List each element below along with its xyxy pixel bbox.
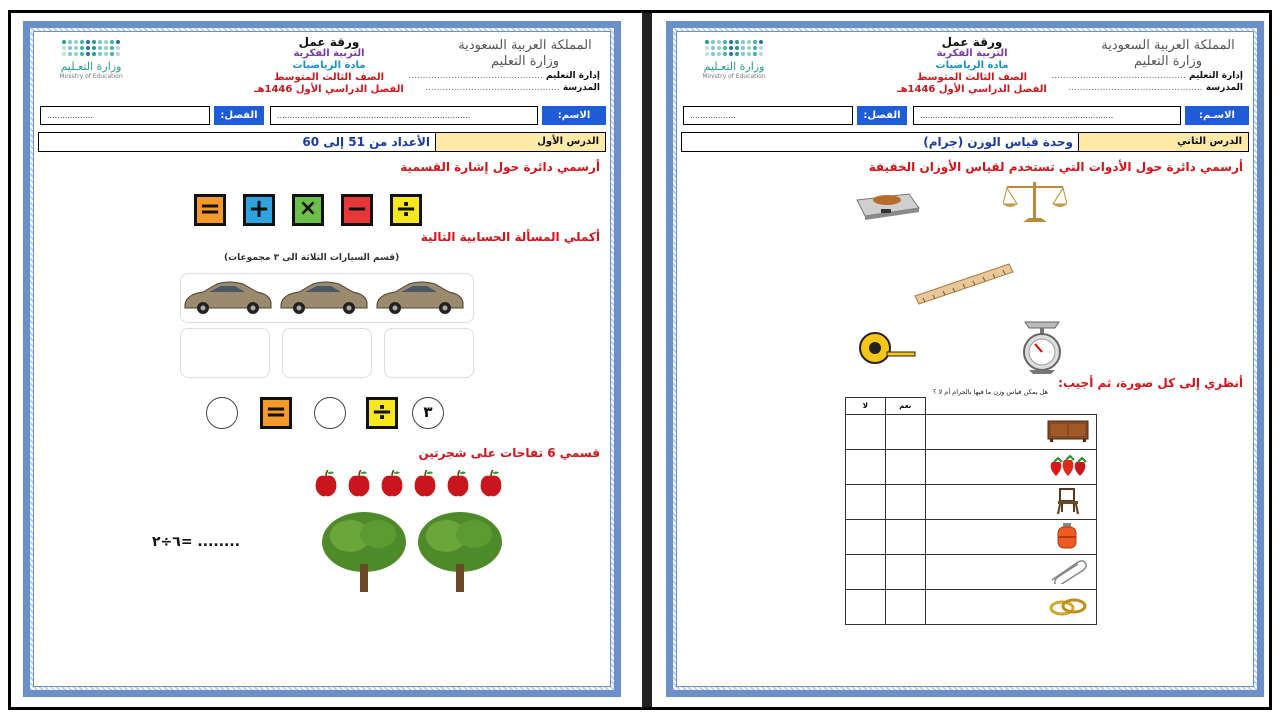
kingdom-logo-text: المملكة العربية السعودية وزارة التعليم [458,38,592,69]
class-field[interactable]: .................. [683,106,853,125]
rings-icon [1046,594,1090,618]
logo-dot [735,40,739,44]
table-row [846,520,1097,555]
logo-dot [753,40,757,44]
logo-dot [729,40,733,44]
answer-box-3[interactable] [180,328,270,378]
divide-icon: ÷ [371,397,393,427]
admin-fields: إدارة التعليم ............................................... المدرسة ............................................... [1051,71,1243,93]
logo-dot [62,46,66,50]
logo-dot [747,46,751,50]
tree-icon [322,512,406,592]
table-row [846,485,1097,520]
chair-icon [1046,487,1090,515]
page-divider [642,13,652,707]
class-label: الفصل: [214,106,264,125]
sheet-header [34,34,610,104]
logo-dot [92,40,96,44]
equals-icon: = [199,194,221,224]
logo-dot [753,52,757,56]
logo-dot [86,52,90,56]
school-label: المدرسة [562,83,600,93]
logo-dot [104,52,108,56]
equation-blank-2[interactable] [206,397,238,429]
logo-dot [705,46,709,50]
gas-cylinder-icon [1046,522,1090,550]
logo-dot [110,46,114,50]
logo-dot [110,40,114,44]
tape-measure-icon[interactable] [857,330,919,366]
question-2-title: أكملي المسألة الحسابية التالية [420,230,600,244]
admin-fields: إدارة التعليم ............................................... المدرسة ............................................... [408,71,600,93]
logo-dot [104,46,108,50]
logo-dot [68,46,72,50]
lesson-label: الدرس الثاني [1078,133,1248,151]
question-3-title: قسمي 6 تفاحات على شجرتين [418,446,600,460]
class-label: الفصل: [857,106,907,125]
lesson-bar [681,132,1249,152]
lesson-bar [38,132,606,152]
logo-dot [74,52,78,56]
logo-dot [92,46,96,50]
table-row [846,450,1097,485]
logo-dot [741,40,745,44]
no-cell[interactable] [846,590,886,625]
yes-cell[interactable] [885,520,925,555]
logo-dot [711,52,715,56]
question-1-title: أرسمي دائرة حول إشارة القسمية [400,160,600,174]
number-three-circle: ٣ [412,397,444,429]
name-field[interactable]: ............................................................................ [270,106,538,125]
no-cell[interactable] [846,450,886,485]
logo-dot [753,46,757,50]
yes-cell[interactable] [885,590,925,625]
table-row [846,415,1097,450]
logo-dot [116,40,120,44]
answer-box-2[interactable] [282,328,372,378]
no-cell[interactable] [846,485,886,520]
logo-dot [735,52,739,56]
apples-image [314,470,514,498]
equation-divide-box [366,397,398,429]
logo-dot [735,46,739,50]
logo-dot [723,52,727,56]
page-frame [8,10,1272,710]
ministry-logo: وزارة التعـليم Ministry of Education [46,40,136,80]
divide-sign-box[interactable] [390,194,422,226]
ministry-logo: وزارة التعـليم Ministry of Education [689,40,779,80]
logo-dot [98,52,102,56]
cars-group [180,273,474,323]
sheet-title-block: ورقة عمل التربية الفكرية مادة الرياضيات الصف الثالث المتوسط الفصل الدراسي الأول 1446هـ [214,36,444,96]
logo-dot [717,52,721,56]
minus-icon: − [346,194,368,224]
equation-equals-box [260,397,292,429]
logo-dot [759,52,763,56]
logo-dot [711,40,715,44]
hanging-scale-icon[interactable] [1015,318,1069,376]
logo-dot [80,40,84,44]
apple-division-equation: ٦÷٢= ........ [152,534,240,550]
yes-column-header: نعم [885,398,925,415]
school-label: المدرسة [1205,83,1243,93]
logo-dot [80,52,84,56]
lesson-title: الأعداد من 51 إلى 60 [302,135,430,149]
minus-sign-box[interactable] [341,194,373,226]
divide-icon: ÷ [395,194,417,224]
logo-dot [68,52,72,56]
logo-dot [759,46,763,50]
logo-dot [705,40,709,44]
logo-dot [741,46,745,50]
logo-dot [723,40,727,44]
table-row [846,555,1097,590]
logo-dot [723,46,727,50]
logo-dot [104,40,108,44]
equals-sign-box[interactable] [194,194,226,226]
question-2-hint: (قسم السيارات الثلاثة الى ٣ مجموعات) [224,253,400,263]
logo-dot [747,40,751,44]
table-question: هل يمكن قياس وزن ما فيها بالجرام أم لا ؟ [933,388,1048,396]
logo-dot [98,40,102,44]
ruler-icon[interactable] [913,260,1017,306]
question-1-title: أرسمي دائرة حول الأدوات التي تستخدم لقياس الأوزان الخفيفة [868,160,1243,174]
paperclip-icon [1046,558,1090,584]
no-cell[interactable] [846,520,886,555]
name-field[interactable]: ............................................................................ [913,106,1181,125]
logo-dot [729,52,733,56]
logo-dot [759,40,763,44]
name-label: الاسم: [542,106,606,125]
plus-icon: + [248,194,270,224]
no-cell[interactable] [846,415,886,450]
logo-dot [747,52,751,56]
yes-cell[interactable] [885,415,925,450]
equation-blank-1[interactable] [314,397,346,429]
worksheet-lesson-1 [23,21,621,697]
worksheet-lesson-2 [666,21,1264,697]
student-info-bar [34,105,610,127]
strawberries-icon [1046,454,1090,478]
logo-dot [717,46,721,50]
yes-cell[interactable] [885,555,925,590]
logo-dot [729,46,733,50]
plus-sign-box[interactable] [243,194,275,226]
admin-label: إدارة التعليم [545,71,600,81]
drawer-icon [1046,419,1090,443]
logo-dot [62,40,66,44]
answer-box-1[interactable] [384,328,474,378]
sheet-title: ورقة عمل [941,35,1003,49]
no-cell[interactable] [846,555,886,590]
class-field[interactable]: .................. [40,106,210,125]
student-info-bar [677,105,1253,127]
lesson-label: الدرس الأول [435,133,605,151]
yes-cell[interactable] [885,450,925,485]
times-icon: × [298,196,318,221]
name-label: الاسـم: [1185,106,1249,125]
car-icon [185,282,271,314]
logo-dot [711,46,715,50]
logo-dot [98,46,102,50]
logo-dot [717,40,721,44]
sheet-header [677,34,1253,104]
weight-table [845,397,1097,625]
table-row [846,590,1097,625]
logo-dot [86,46,90,50]
logo-dot [116,52,120,56]
logo-dot [68,40,72,44]
logo-dot [92,52,96,56]
logo-dot [62,52,66,56]
sheet-title-block: ورقة عمل التربية الفكرية مادة الرياضيات الصف الثالث المتوسط الفصل الدراسي الأول 1446هـ [857,36,1087,96]
logo-dot [74,40,78,44]
kitchen-scale-icon[interactable] [853,180,923,222]
apple-icon [316,470,337,496]
times-sign-box[interactable] [292,194,324,226]
logo-dot [80,46,84,50]
cars-image [179,274,473,324]
no-column-header: لا [846,398,886,415]
logo-dot [74,46,78,50]
balance-scale-icon[interactable] [1003,178,1067,226]
question-2-title: أنظري إلى كل صورة، ثم أجيب: [1058,376,1243,390]
logo-dot [116,46,120,50]
logo-dot [110,52,114,56]
logo-dot [86,40,90,44]
lesson-title: وحدة قياس الوزن (جرام) [923,135,1073,149]
two-trees-image [320,508,504,594]
kingdom-logo-text: المملكة العربية السعودية وزارة التعليم [1101,38,1235,69]
logo-dot [705,52,709,56]
yes-cell[interactable] [885,485,925,520]
sheet-title: ورقة عمل [298,35,360,49]
admin-label: إدارة التعليم [1188,71,1243,81]
logo-dot [741,52,745,56]
equals-icon: = [265,397,287,427]
